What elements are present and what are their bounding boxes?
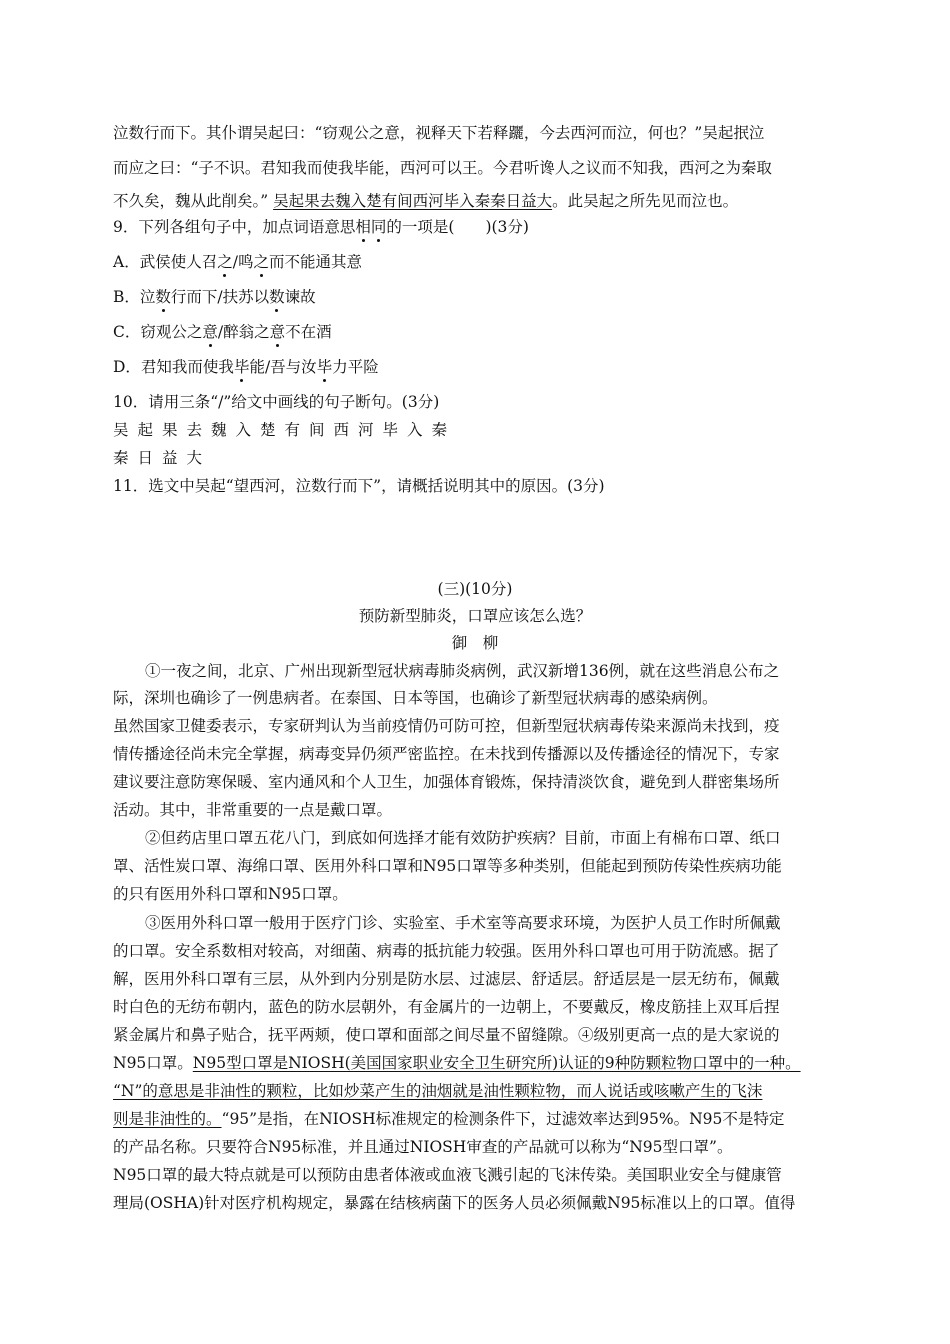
paragraph-line: N95口罩。N95型口罩是NIOSH(美国国家职业安全卫生研究所)认证的9种防颗粒物口罩中的一种。 [113, 1054, 801, 1072]
passage-line: 泣数行而下。其仆谓吴起曰：“窃观公之意，视释天下若释躧，今去西河而泣，何也？”吴起抿泣 [113, 124, 765, 142]
paragraph-line: N95口罩的最大特点就是可以预防由患者体液或血液飞溅引起的飞沫传染。美国职业安全与健康管 [113, 1166, 782, 1184]
paragraph-line: 际，深圳也确诊了一例患病者。在泰国、日本等国，也确诊了新型冠状病毒的感染病例。 [113, 689, 718, 707]
paragraph-line: 解，医用外科口罩有三层，从外到内分别是防水层、过滤层、舒适层。舒适层是一层无纺布，佩戴 [113, 970, 780, 988]
underlined-sentence: N95型口罩是NIOSH(美国国家职业安全卫生研究所)认证的9种防颗粒物口罩中的一种。 [192, 1054, 801, 1072]
underlined-sentence: 吴起果去魏入楚有间西河毕入秦秦日益大 [273, 192, 553, 210]
paragraph-line: 的口罩。安全系数相对较高，对细菌、病毒的抵抗能力较强。医用外科口罩也可用于防流感。据了 [113, 942, 780, 960]
paragraph-line: ③医用外科口罩一般用于医疗门诊、实验室、手术室等高要求环境，为医护人员工作时所佩戴 [145, 914, 781, 932]
question-10-sentence-row[interactable]: 吴起果去魏入楚有间西河毕入秦 [113, 421, 457, 439]
paragraph-line: 理局(OSHA)针对医疗机构规定，暴露在结核病菌下的医务人员必须佩戴N95标准以上的口罩。值得 [113, 1194, 796, 1212]
paragraph-line: 时白色的无纺布朝内，蓝色的防水层朝外，有金属片的一边朝上，不要戴反，橡皮筋挂上双耳后捏 [113, 998, 780, 1016]
section-heading: (三)(10分) [437, 580, 513, 598]
underlined-sentence: 则是非油性的。 [113, 1110, 222, 1128]
paragraph-line: 活动。其中，非常重要的一点是戴口罩。 [113, 801, 393, 819]
paragraph-line: ①一夜之间，北京、广州出现新型冠状病毒肺炎病例，武汉新增136例，就在这些消息公布之 [145, 662, 780, 680]
article-title: 预防新型肺炎，口罩应该怎么选？ [358, 607, 592, 625]
underlined-sentence: “N”的意思是非油性的颗粒，比如炒菜产生的油烟就是油性颗粒物，而人说话或咳嗽产生的飞沫 [113, 1082, 763, 1100]
question-10-stem: 10．请用三条“/”给文中画线的句子断句。(3分) [113, 393, 440, 411]
passage-line: 而应之曰：“子不识。君知我而使我毕能，西河可以王。今君听谗人之议而不知我，西河之为秦取 [113, 159, 772, 177]
question-9-stem: 9．下列各组句子中，加点词语意思相同的一项是( )(3分) [113, 218, 529, 236]
paragraph-line: 则是非油性的。“95”是指，在NIOSH标准规定的检测条件下，过滤效率达到95%。N95不是特定 [113, 1110, 785, 1128]
paragraph-line: 紧金属片和鼻子贴合，抚平两颊，使口罩和面部之间尽量不留缝隙。④级别更高一点的是大家说的 [113, 1026, 780, 1044]
question-10-sentence-row[interactable]: 秦日益大 [113, 449, 212, 467]
paragraph-line: 虽然国家卫健委表示，专家研判认为当前疫情仍可防可控，但新型冠状病毒传染来源尚未找到，疫 [113, 717, 780, 735]
article-author: 御 柳 [451, 634, 499, 652]
question-9-option-b[interactable]: B．泣数行而下/扶苏以数谏故 [113, 288, 316, 306]
question-11-stem: 11．选文中吴起“望西河，泣数行而下”，请概括说明其中的原因。(3分) [113, 477, 605, 495]
paragraph-line: 建议要注意防寒保暖、室内通风和个人卫生，加强体育锻炼，保持清淡饮食，避免到人群密集场所 [113, 773, 780, 791]
question-9-option-c[interactable]: C．窃观公之意/醉翁之意不在酒 [113, 323, 332, 341]
question-9-option-d[interactable]: D．君知我而使我毕能/吾与汝毕力平险 [113, 358, 379, 376]
paragraph-line: 罩、活性炭口罩、海绵口罩、医用外科口罩和N95口罩等多种类别，但能起到预防传染性疾病功能 [113, 857, 782, 875]
paragraph-line: 情传播途径尚未完全掌握，病毒变异仍须严密监控。在未找到传播源以及传播途径的情况下，专家 [113, 745, 780, 763]
paragraph-line: 的产品名称。只要符合N95标准，并且通过NIOSH审查的产品就可以称为“N95型口罩”。 [113, 1138, 733, 1156]
passage-line: 不久矣，魏从此削矣。” 吴起果去魏入楚有间西河毕入秦秦日益大。此吴起之所先见而泣也。 [113, 192, 739, 210]
paragraph-line: ②但药店里口罩五花八门，到底如何选择才能有效防护疾病？目前，市面上有棉布口罩、纸口 [145, 829, 781, 847]
paragraph-line: 的只有医用外科口罩和N95口罩。 [113, 885, 348, 903]
paragraph-line [113, 1081, 762, 1101]
question-9-option-a[interactable]: A．武侯使人召之/鸣之而不能通其意 [113, 253, 362, 271]
